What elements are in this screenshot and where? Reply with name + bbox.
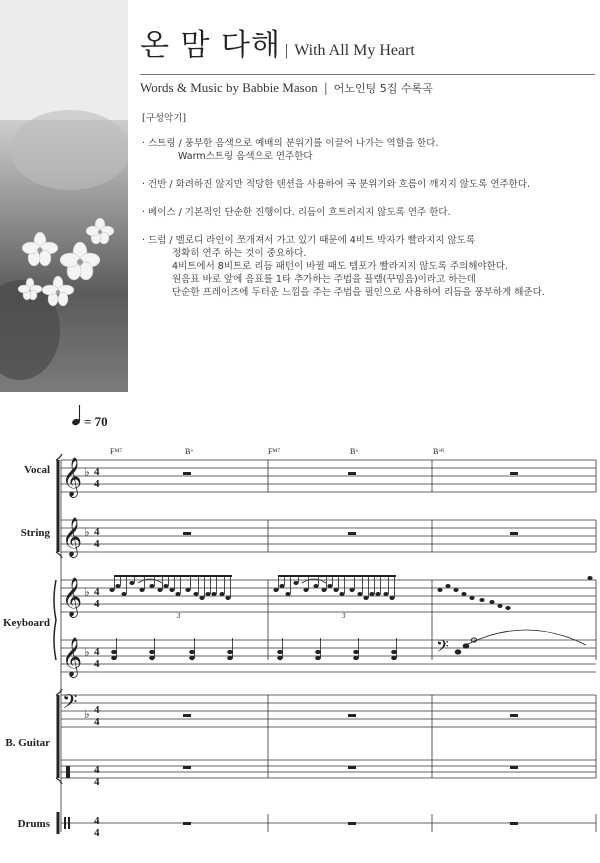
chord-note (353, 650, 359, 654)
title-separator: | (285, 42, 289, 59)
chord-note (111, 656, 117, 660)
bass-note (463, 644, 469, 648)
svg-text:4: 4 (94, 704, 100, 716)
header (140, 20, 590, 96)
credits-english: Words & Music by Babbie Mason (140, 80, 318, 95)
percussion-clef-icon (64, 817, 66, 829)
chord-note (391, 650, 397, 654)
note-head (225, 596, 230, 600)
chord-quality: ♭ (190, 448, 194, 454)
whole-rest-icon (510, 472, 518, 475)
note-bass (142, 206, 592, 219)
whole-rest-icon (348, 822, 356, 825)
chord-note (227, 650, 233, 654)
chord-note (277, 656, 283, 660)
chord-quality: M7 (114, 448, 123, 454)
whole-rest-icon (348, 532, 356, 535)
keyboard-left-hand (111, 638, 477, 660)
whole-rest-icon (183, 714, 191, 717)
note-head (199, 596, 204, 600)
note-head (497, 604, 502, 608)
whole-rest-icon (183, 766, 191, 769)
svg-text:4: 4 (94, 478, 100, 490)
label-string: String (20, 527, 50, 539)
chord-note (277, 650, 283, 654)
chord-note (111, 650, 117, 654)
chord-symbols (110, 447, 444, 456)
tempo-value: = 70 (84, 414, 108, 429)
chord-root: B (350, 447, 356, 456)
note-keyboard (142, 178, 592, 191)
svg-text:4: 4 (94, 466, 100, 478)
svg-text:4: 4 (94, 776, 100, 788)
whole-rest-icon (348, 472, 356, 475)
chord-note (353, 656, 359, 660)
whole-rest-icon (348, 766, 356, 769)
note-string (142, 137, 592, 163)
note-head (109, 588, 114, 592)
chord-root: B (433, 447, 439, 456)
note-line: · 베이스 / 기본적인 단순한 진행이다. 리듬이 흐트러지지 않도록 연주 한다. (142, 207, 451, 218)
note-head (587, 576, 592, 580)
chord-quality: M7 (272, 448, 281, 454)
chord-note (227, 656, 233, 660)
svg-text:4: 4 (94, 538, 100, 550)
note-head (327, 584, 332, 588)
note-head (163, 584, 168, 588)
chord-note (149, 656, 155, 660)
note-drums (142, 234, 592, 299)
note-head (375, 592, 380, 596)
treble-clef-icon: 𝄞 (62, 517, 83, 557)
tab-clef-icon (66, 766, 70, 778)
score-svg (0, 400, 600, 859)
flat-key-signature-icon: ♭ (84, 645, 90, 659)
svg-text:3: 3 (177, 612, 181, 620)
credits-korean: 어노인팅 5집 수록곡 (333, 82, 433, 95)
svg-text:FM7 (268, 447, 280, 456)
time-signatures (94, 466, 100, 839)
note-head (285, 592, 290, 596)
chord-note (189, 656, 195, 660)
note-line: · 스트링 / 풍부한 음색으로 예배의 분위기를 이끌어 나가는 역할을 한다. (142, 138, 439, 149)
note-head (121, 592, 126, 596)
treble-clef-icon: 𝄞 (62, 637, 83, 677)
svg-text:4: 4 (94, 646, 100, 658)
label-bass-guitar: B. Guitar (5, 737, 50, 749)
note-head (333, 588, 338, 592)
note-head (479, 598, 484, 602)
svg-text:B♭6 (433, 447, 444, 456)
chord-note (391, 656, 397, 660)
whole-rest-icon (510, 532, 518, 535)
flat-key-signature-icon: ♭ (84, 585, 90, 599)
label-vocal: Vocal (24, 464, 50, 476)
note-head (139, 588, 144, 592)
whole-rest-icon (348, 714, 356, 717)
note-line: 정확히 연주 하는 것이 중요하다. (172, 248, 307, 259)
note-head (157, 588, 162, 592)
chord-note (149, 650, 155, 654)
note-line: 원음표 바로 앞에 음표를 1타 추가하는 주법을 플램(꾸밈음)이라고 하는데 (172, 274, 476, 285)
song-title: 온 맘 다해 (140, 28, 281, 63)
svg-text:B♭ (350, 447, 358, 456)
note-head (383, 592, 388, 596)
note-line: Warm스트링 음색으로 연주한다 (178, 151, 313, 162)
whole-rest-icon (183, 532, 191, 535)
note-line: · 건반 / 화려하진 않지만 적당한 텐션을 사용하여 곡 분위기와 흐름이 깨지지 않도록 연주한다. (142, 179, 531, 190)
flat-key-signature-icon: ♭ (84, 465, 90, 479)
svg-text:3: 3 (342, 612, 346, 620)
note-head (389, 596, 394, 600)
svg-text:4: 4 (94, 764, 100, 776)
tempo-marking (71, 405, 107, 429)
note-head (437, 588, 442, 592)
song-subtitle: With All My Heart (294, 42, 415, 59)
whole-rest-icon (183, 472, 191, 475)
treble-clef-icon: 𝄞 (62, 577, 83, 617)
clefs (62, 457, 449, 829)
instrumentation-heading: [구성악기] (142, 113, 187, 124)
note-head (175, 592, 180, 596)
note-head (339, 592, 344, 596)
note-head (115, 584, 120, 588)
note-head (505, 606, 510, 610)
label-drums: Drums (17, 818, 50, 830)
note-head (149, 584, 154, 588)
note-head (445, 584, 450, 588)
flat-key-signature-icon: ♭ (84, 525, 90, 539)
svg-text:4: 4 (94, 526, 100, 538)
bass-clef-icon: 𝄢 (436, 636, 449, 660)
svg-text:B♭ (185, 447, 193, 456)
note-head (205, 592, 210, 596)
flower-photo (0, 0, 128, 392)
whole-rest-icon (510, 822, 518, 825)
note-head (469, 596, 474, 600)
chord-quality: ♭ (355, 448, 359, 454)
bass-clef-icon: 𝄢 (62, 690, 78, 718)
note-head (185, 588, 190, 592)
staff-labels (3, 464, 51, 830)
note-head (363, 596, 368, 600)
chord-root: F (110, 447, 115, 456)
note-line: 단순한 프레이즈에 두터운 느낌을 주는 주법을 필인으로 사용하여 리듬을 풍부하게 해준다. (172, 287, 545, 298)
note-head (369, 592, 374, 596)
note-line: 4비트에서 8비트로 리듬 패턴이 바뀔 때도 템포가 빨라지지 않도록 주의해야한다. (172, 261, 508, 272)
flat-key-signature-icon: ♭ (84, 707, 90, 721)
svg-text:4: 4 (94, 658, 100, 670)
note-head (279, 584, 284, 588)
title-row (140, 20, 590, 64)
chord-quality: ♭6 (438, 448, 445, 454)
triplet-marks (176, 612, 346, 620)
svg-text:4: 4 (94, 716, 100, 728)
treble-clef-icon: 𝄞 (62, 457, 83, 497)
chord-note (315, 656, 321, 660)
chord-root: B (185, 447, 191, 456)
note-head (303, 588, 308, 592)
note-head (321, 588, 326, 592)
note-head (349, 588, 354, 592)
key-signatures (84, 465, 90, 721)
credits-separator: | (323, 81, 328, 95)
label-keyboard: Keyboard (2, 617, 50, 629)
note-head (169, 588, 174, 592)
note-head (461, 592, 466, 596)
svg-text:4: 4 (94, 598, 100, 610)
svg-text:4: 4 (94, 815, 100, 827)
instrumentation-notes (142, 112, 592, 314)
note-head (219, 592, 224, 596)
note-line: · 드럼 / 멜로디 라인이 쪼개져서 가고 있기 때문에 4비트 박자가 빨라지지 않도록 (142, 235, 475, 246)
svg-text:4: 4 (94, 586, 100, 598)
flower-illustration (0, 0, 128, 392)
note-head (193, 592, 198, 596)
note-head (129, 581, 134, 585)
note-head (453, 588, 458, 592)
svg-text:4: 4 (94, 827, 100, 839)
note-head (273, 588, 278, 592)
chord-root: F (268, 447, 273, 456)
credits-line (140, 80, 590, 96)
whole-rest-icon (183, 822, 191, 825)
whole-rest-icon (510, 714, 518, 717)
keyboard-right-hand (109, 576, 592, 610)
note-head (357, 592, 362, 596)
note-head (211, 592, 216, 596)
chord-note (315, 650, 321, 654)
music-score (0, 400, 600, 859)
bass-note (455, 650, 461, 654)
chord-note (189, 650, 195, 654)
note-head (313, 584, 318, 588)
whole-rest-icon (510, 766, 518, 769)
note-head (293, 581, 298, 585)
svg-text:FM7 (110, 447, 122, 456)
barlines (61, 460, 596, 832)
note-head (489, 600, 494, 604)
header-rule (140, 74, 595, 75)
